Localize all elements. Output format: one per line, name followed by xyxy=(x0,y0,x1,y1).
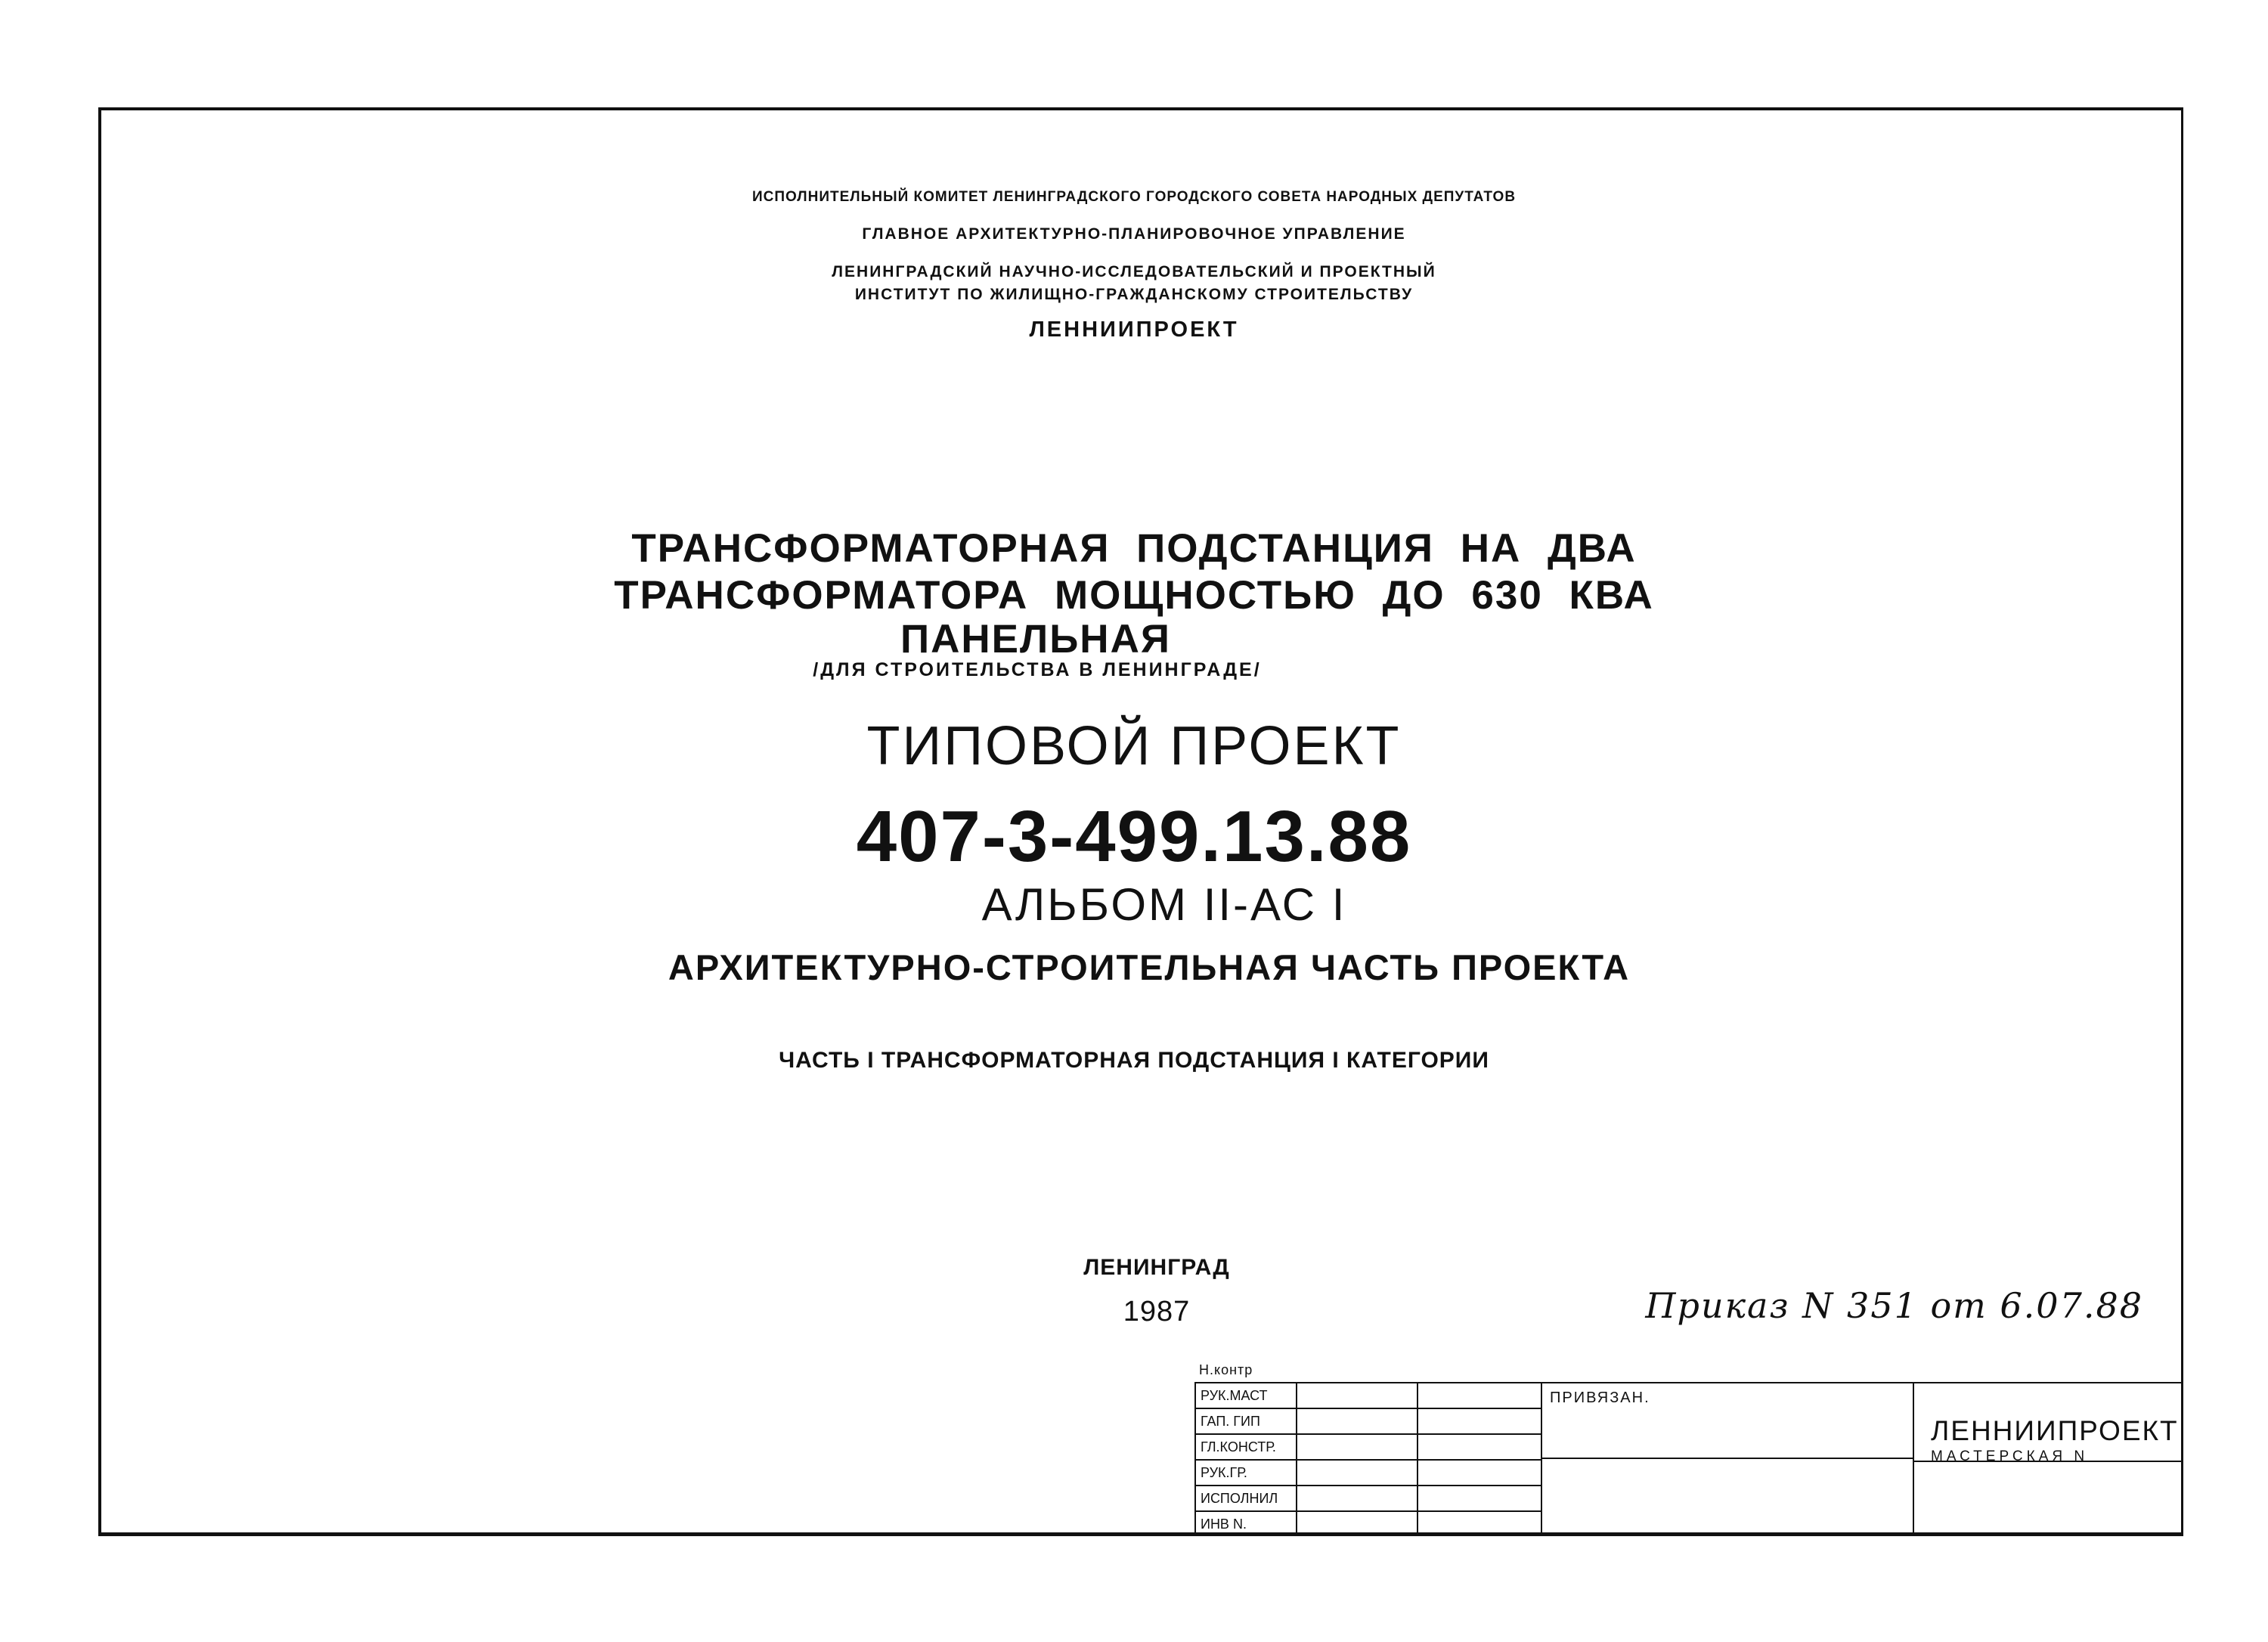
signature-role: ИНВ N. xyxy=(1194,1512,1297,1536)
project-type: ТИПОВОЙ ПРОЕКТ xyxy=(866,716,1402,776)
signature-row xyxy=(1194,1510,1542,1536)
institute-line-2: ИНСТИТУТ ПО ЖИЛИЩНО-ГРАЖДАНСКОМУ СТРОИТЕЛЬСТВУ xyxy=(854,286,1414,303)
committee-line: ИСПОЛНИТЕЛЬНЫЙ КОМИТЕТ ЛЕНИНГРАДСКОГО ГОРОДСКОГО СОВЕТА НАРОДНЫХ ДЕПУТАТОВ xyxy=(751,189,1517,205)
binding-label: ПРИВЯЗАН. xyxy=(1550,1390,1650,1406)
section-title: АРХИТЕКТУРНО-СТРОИТЕЛЬНАЯ ЧАСТЬ ПРОЕКТА xyxy=(668,947,1631,987)
signature-row xyxy=(1194,1459,1542,1485)
signature-row xyxy=(1194,1382,1542,1408)
title-block xyxy=(1194,1362,2183,1536)
workshop-label: МАСТЕРСКАЯ N xyxy=(1931,1448,2089,1464)
part-title: ЧАСТЬ I ТРАНСФОРМАТОРНАЯ ПОДСТАНЦИЯ I КАТЕГОРИИ xyxy=(779,1048,1489,1073)
signature-row xyxy=(1194,1485,1542,1510)
album-title: АЛЬБОМ II-АС I xyxy=(981,879,1347,930)
signature-table xyxy=(1194,1382,1542,1536)
binding-divider xyxy=(1542,1458,1913,1459)
norm-control-label: Н.контр xyxy=(1199,1362,1253,1377)
signature-role: ГАП. ГИП xyxy=(1194,1409,1297,1433)
handwritten-order-note: Приказ N 351 от 6.07.88 xyxy=(1645,1285,2143,1326)
year: 1987 xyxy=(1123,1296,1191,1328)
directorate-line: ГЛАВНОЕ АРХИТЕКТУРНО-ПЛАНИРОВОЧНОЕ УПРАВЛЕНИЕ xyxy=(862,225,1406,243)
signature-row xyxy=(1194,1433,1542,1459)
city: ЛЕНИНГРАД xyxy=(1083,1255,1230,1280)
signature-role: ИСПОЛНИЛ xyxy=(1194,1486,1297,1510)
organization-name: ЛЕННИИПРОЕКТ xyxy=(1931,1415,2179,1446)
title-line-3: ПАНЕЛЬНАЯ xyxy=(900,617,1171,661)
institute-short-name: ЛЕННИИПРОЕКТ xyxy=(1029,318,1239,342)
signature-role: РУК.ГР. xyxy=(1194,1461,1297,1485)
signature-role: РУК.МАСТ xyxy=(1194,1383,1297,1408)
organization-cell xyxy=(1913,1382,2183,1536)
title-note: /ДЛЯ СТРОИТЕЛЬСТВА В ЛЕНИНГРАДЕ/ xyxy=(813,659,1262,680)
institute-line-1: ЛЕНИНГРАДСКИЙ НАУЧНО-ИССЛЕДОВАТЕЛЬСКИЙ И ПРОЕКТНЫЙ xyxy=(832,263,1436,280)
title-line-1: ТРАНСФОРМАТОРНАЯ ПОДСТАНЦИЯ НА ДВА xyxy=(631,526,1637,571)
signature-role: ГЛ.КОНСТР. xyxy=(1194,1435,1297,1459)
binding-cell xyxy=(1542,1382,1913,1551)
title-line-2: ТРАНСФОРМАТОРА МОЩНОСТЬЮ ДО 630 КВА xyxy=(614,573,1654,618)
organization-divider xyxy=(1914,1461,2183,1462)
signature-row xyxy=(1194,1408,1542,1433)
project-number: 407-3-499.13.88 xyxy=(856,796,1412,877)
